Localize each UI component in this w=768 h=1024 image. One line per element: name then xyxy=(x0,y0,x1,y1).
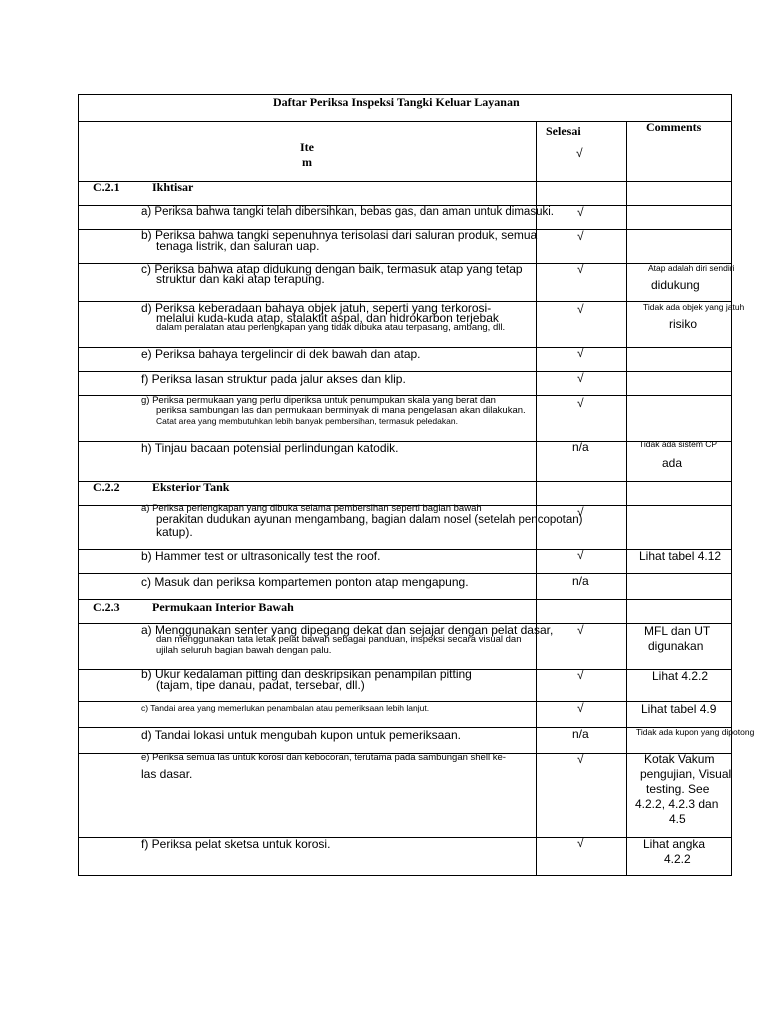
item-header-line2: m xyxy=(302,154,312,169)
row-divider xyxy=(79,573,731,574)
section-title: Ikhtisar xyxy=(152,180,194,194)
list-item: c) Tandai area yang memerlukan penambalan atau pemeriksaan lebih lanjut. xyxy=(141,703,430,713)
status-mark: √ xyxy=(577,548,584,562)
status-mark: √ xyxy=(577,505,584,519)
list-item: f) Periksa lasan struktur pada jalur akses dan klip. xyxy=(141,372,406,386)
comment-text: 4.5 xyxy=(669,812,686,826)
status-mark: √ xyxy=(577,229,584,243)
list-item: a) Menggunakan senter yang dipegang dekat dan sejajar dengan pelat dasar, xyxy=(141,623,554,637)
status-mark: √ xyxy=(577,668,584,682)
section-number: C.2.2 xyxy=(93,480,120,494)
comment-text: MFL dan UT xyxy=(644,624,711,638)
row-divider xyxy=(79,121,731,122)
comment-text: 4.2.2, 4.2.3 dan xyxy=(635,797,719,811)
status-mark: √ xyxy=(577,205,584,219)
list-item: d) Periksa keberadaan bahaya objek jatuh, seperti yang terkorosi- xyxy=(141,301,492,315)
column-divider xyxy=(626,121,627,875)
list-item-cont: (tajam, tipe danau, padat, tersebar, dll.) xyxy=(156,678,365,692)
comment-text: Kotak Vakum xyxy=(644,752,715,766)
status-mark: √ xyxy=(577,752,584,766)
list-item-cont: dalam peralatan atau perlengkapan yang tidak dibuka atau terpasang, ambang, dll. xyxy=(156,322,506,333)
comment-text: Lihat tabel 4.9 xyxy=(641,702,717,716)
list-item-cont: tenaga listrik, dan saluran uap. xyxy=(156,239,320,253)
list-item-cont: perakitan dudukan ayunan mengambang, bagian dalam nosel (setelah pencopotan) xyxy=(156,514,583,526)
list-item-cont: las dasar. xyxy=(141,767,193,781)
status-mark: √ xyxy=(577,701,584,715)
list-item: c) Masuk dan periksa kompartemen ponton atap mengapung. xyxy=(141,575,469,589)
status-mark: n/a xyxy=(572,727,589,741)
list-item-cont: melalui kuda-kuda atap, stalaktit aspal, dan hidrokarbon terjebak xyxy=(156,311,499,325)
list-item-cont: dan menggunakan tata letak pelat bawah sebagai panduan, inspeksi secara visual dan xyxy=(156,634,522,645)
status-mark: √ xyxy=(577,396,584,410)
section-number: C.2.3 xyxy=(93,600,120,614)
comment-text: Tidak ada sistem CP xyxy=(639,439,718,449)
list-item: e) Periksa bahaya tergelincir di dek bawah dan atap. xyxy=(141,347,421,361)
status-mark: √ xyxy=(577,371,584,385)
comment-text: risiko xyxy=(669,317,698,331)
item-header-line1: Ite xyxy=(300,140,314,154)
comment-text: Tidak ada kupon yang dipotong xyxy=(636,727,755,737)
selesai-header: Selesai xyxy=(546,124,581,138)
status-mark: √ xyxy=(577,302,584,316)
list-item: a) Periksa perlengkapan yang dibuka selama pembersihan seperti bagian bawah xyxy=(141,503,482,514)
list-item: h) Tinjau bacaan potensial perlindungan katodik. xyxy=(141,441,399,455)
comment-text: 4.2.2 xyxy=(664,852,691,866)
row-divider xyxy=(79,701,731,702)
list-item: g) Periksa permukaan yang perlu diperiksa untuk penumpukan skala yang berat dan xyxy=(141,395,496,406)
list-item-cont: periksa sambungan las dan permukaan berminyak di mana pengelasan akan dilakukan. xyxy=(156,405,526,416)
status-mark: n/a xyxy=(572,440,589,454)
comment-text: pengujian, Visual xyxy=(640,767,732,781)
list-item-cont: struktur dan kaki atap terapung. xyxy=(156,272,325,286)
item-header xyxy=(299,141,315,170)
table-title: Daftar Periksa Inspeksi Tangki Keluar Layanan xyxy=(273,95,520,109)
list-item: f) Periksa pelat sketsa untuk korosi. xyxy=(141,837,331,851)
list-item-cont: Catat area yang membutuhkan lebih banyak pembersihan, termasuk peledakan. xyxy=(156,416,458,426)
status-mark: √ xyxy=(577,262,584,276)
status-mark: n/a xyxy=(572,574,589,588)
status-mark: √ xyxy=(577,836,584,850)
section-number: C.2.1 xyxy=(93,180,120,194)
comment-text: testing. See xyxy=(646,782,710,796)
comment-text: ada xyxy=(662,456,683,470)
selesai-header-check: √ xyxy=(576,146,583,160)
comment-text: Lihat 4.2.2 xyxy=(652,669,709,683)
comment-text: didukung xyxy=(651,278,700,292)
list-item-cont: ujilah seluruh bagian bawah dengan palu. xyxy=(156,645,332,656)
list-item: b) Periksa bahwa tangki sepenuhnya terisolasi dari saluran produk, semua xyxy=(141,228,538,242)
status-mark: √ xyxy=(577,346,584,360)
section-title: Eksterior Tank xyxy=(152,480,230,494)
list-item: e) Periksa semua las untuk korosi dan kebocoran, terutama pada sambungan shell ke- xyxy=(141,752,506,763)
list-item: d) Tandai lokasi untuk mengubah kupon untuk pemeriksaan. xyxy=(141,728,461,742)
comment-text: Atap adalah diri sendiri xyxy=(648,263,735,273)
comment-text: Tidak ada objek yang jatuh xyxy=(643,302,745,312)
comment-text: Lihat tabel 4.12 xyxy=(639,549,722,563)
comments-header: Comments xyxy=(646,120,702,134)
list-item: a) Periksa bahwa tangki telah dibersihkan, bebas gas, dan aman untuk dimasuki. xyxy=(141,206,554,218)
list-item: c) Periksa bahwa atap didukung dengan baik, termasuk atap yang tetap xyxy=(141,262,523,276)
comment-text: digunakan xyxy=(648,639,704,653)
list-item-cont: katup). xyxy=(156,525,193,539)
list-item: b) Hammer test or ultrasonically test the roof. xyxy=(141,549,381,563)
comment-text: Lihat angka xyxy=(643,837,706,851)
section-title: Permukaan Interior Bawah xyxy=(152,600,294,614)
list-item: b) Ukur kedalaman pitting dan deskripsikan penampilan pitting xyxy=(141,667,472,681)
status-mark: √ xyxy=(577,623,584,637)
